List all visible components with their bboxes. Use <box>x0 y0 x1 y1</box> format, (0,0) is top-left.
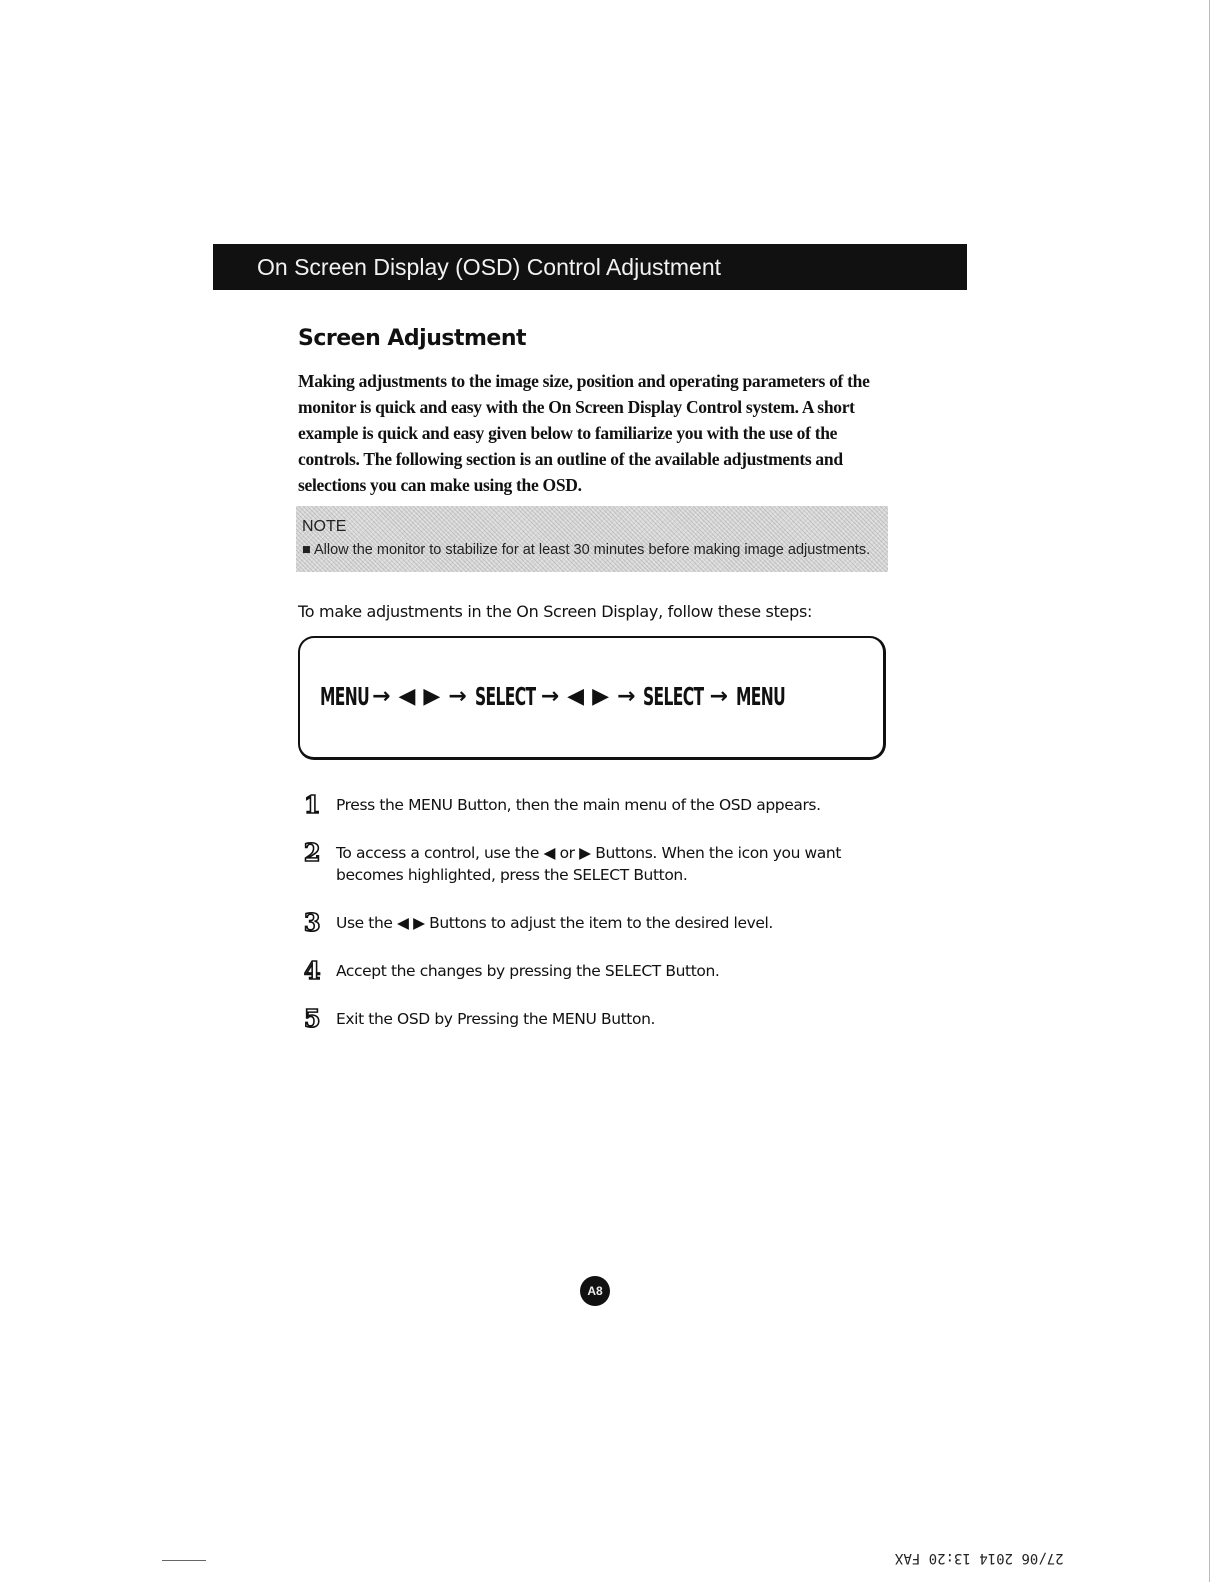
page-header-title: On Screen Display (OSD) Control Adjustment <box>257 253 722 280</box>
menu-key-label: MENU <box>320 681 370 711</box>
fax-header-stamp: 27/06 2014 13:20 FAX <box>895 1550 1064 1566</box>
step-text-4: Accept the changes by pressing the SELECT Button. <box>336 962 720 980</box>
right-triangle-icon: ▶ <box>592 683 609 709</box>
menu-key-label: MENU <box>735 681 785 711</box>
note-text <box>302 542 870 558</box>
arrow-right-icon: → <box>540 683 560 709</box>
right-triangle-icon: ▶ <box>423 683 441 709</box>
step-text-2: To access a control, use the ◀ or ▶ Buttons. When the icon you want becomes highlighted, press the SELECT Button. <box>336 844 842 884</box>
select-key-label: SELECT <box>643 681 704 711</box>
step-number-2: 2 <box>303 838 321 867</box>
arrow-right-icon: → <box>372 683 391 709</box>
step-number-4: 4 <box>303 956 321 985</box>
step-text-3: Use the ◀ ▶ Buttons to adjust the item to the desired level. <box>336 914 773 932</box>
page-number-badge <box>580 1276 610 1306</box>
step-number-3: 3 <box>303 908 321 937</box>
page-header-bar <box>213 244 967 290</box>
left-triangle-icon: ◀ <box>398 683 416 709</box>
bullet-icon: ■ <box>302 542 314 558</box>
note-body: Allow the monitor to stabilize for at least 30 minutes before making image adjustments. <box>314 542 871 558</box>
scan-edge-line <box>1209 0 1210 1582</box>
note-label: NOTE <box>302 518 347 535</box>
left-triangle-icon: ◀ <box>567 683 585 709</box>
arrow-right-icon: → <box>617 683 636 709</box>
step-text-1: Press the MENU Button, then the main menu of the OSD appears. <box>336 796 821 814</box>
button-sequence <box>320 674 785 718</box>
step-number-1: 1 <box>303 790 321 819</box>
arrow-right-icon: → <box>448 683 467 709</box>
step-number-5: 5 <box>303 1004 321 1033</box>
intro-paragraph: Making adjustments to the image size, position and operating parameters of the monitor is quick and easy with the On Screen Display Control system. A short example is quick and easy given below to familiarize you with the use of the controls. The following section is an outline of the available adjustments and selections you can make using the OSD. <box>298 371 870 495</box>
arrow-right-icon: → <box>709 683 728 709</box>
corner-mark <box>162 1560 206 1561</box>
steps-intro: To make adjustments in the On Screen Display, follow these steps: <box>298 602 813 621</box>
select-key-label: SELECT <box>474 681 536 711</box>
section-title: Screen Adjustment <box>298 326 527 351</box>
page-number: A8 <box>587 1284 603 1298</box>
note-box <box>296 506 888 572</box>
step-text-5: Exit the OSD by Pressing the MENU Button. <box>336 1010 656 1028</box>
